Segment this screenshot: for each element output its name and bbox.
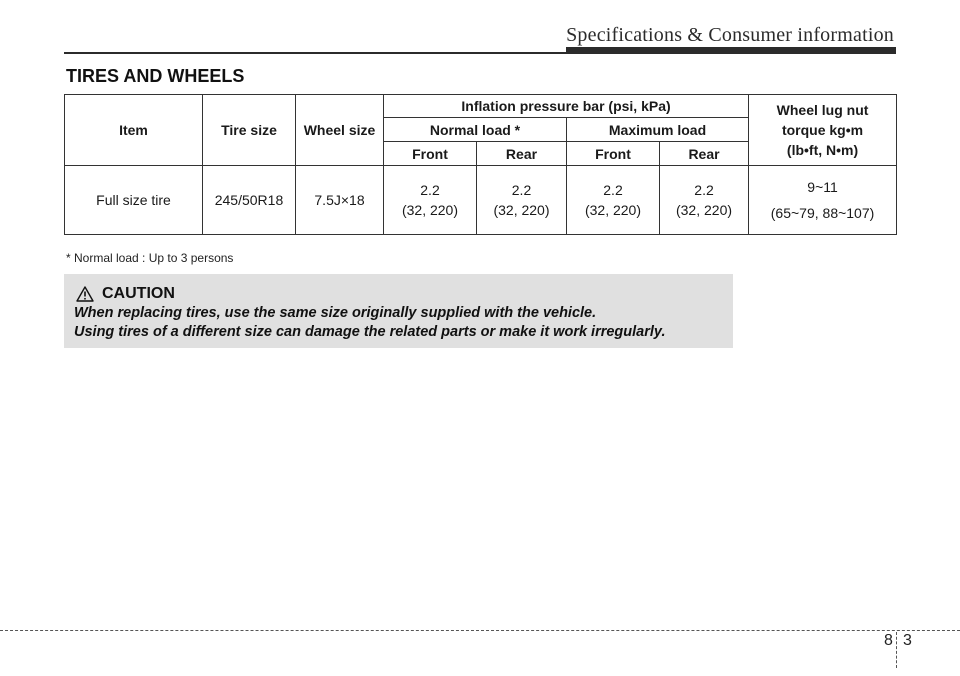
header-normal-front: Front [384,142,477,166]
caution-box [64,274,733,348]
lug-nut-label-line1: Wheel lug nut [776,102,869,118]
page-header-title: Specifications & Consumer information [566,24,894,46]
caution-heading [76,285,175,303]
caution-line-2: Using tires of a different size can damage the related parts or make it work irregularly. [74,324,666,340]
tires-wheels-table [64,94,897,235]
normal-front-bar: 2.2 [420,182,440,198]
header-maximum-load: Maximum load [567,118,749,142]
header-tire-size: Tire size [203,95,296,166]
header-lug-nut-torque [749,95,897,166]
footer-rule [0,630,960,631]
normal-rear-bar: 2.2 [511,182,532,198]
max-front-units: (32, 220) [584,202,642,218]
header-normal-rear: Rear [477,142,567,166]
header-rule [64,52,570,54]
cell-normal-front [384,166,477,235]
caution-title: CAUTION [102,285,175,302]
cell-wheel-size: 7.5J×18 [296,166,384,235]
max-rear-units: (32, 220) [675,202,733,218]
section-title: TIRES AND WHEELS [66,66,245,86]
cell-item: Full size tire [65,166,203,235]
header-inflation-pressure: Inflation pressure bar (psi, kPa) [384,95,749,118]
page-number-separator [896,632,897,668]
table-row [65,166,897,235]
caution-text [74,304,729,342]
header-normal-load: Normal load * [384,118,567,142]
cell-normal-rear [477,166,567,235]
page-number: 3 [903,632,912,649]
normal-front-units: (32, 220) [401,202,459,218]
lug-nut-label-line2: torque kg•m [781,122,864,138]
lug-nut-label-line3: (lb•ft, N•m) [786,142,859,158]
torque-lbft-nm: (65~79, 88~107) [770,205,875,221]
header-wheel-size: Wheel size [296,95,384,166]
cell-tire-size: 245/50R18 [203,166,296,235]
cell-lug-nut-torque [749,166,897,235]
header-max-rear: Rear [660,142,749,166]
max-front-bar: 2.2 [603,182,623,198]
header-rule-accent [566,47,896,54]
max-rear-bar: 2.2 [694,182,714,198]
cell-max-rear [660,166,749,235]
normal-rear-units: (32, 220) [493,202,550,218]
torque-kgm: 9~11 [807,179,838,195]
caution-line-1: When replacing tires, use the same size originally supplied with the vehicle. [74,305,597,321]
chapter-number: 8 [884,632,893,649]
footnote: * Normal load : Up to 3 persons [66,251,234,265]
cell-max-front [567,166,660,235]
header-item: Item [65,95,203,166]
header-max-front: Front [567,142,660,166]
warning-triangle-icon [76,286,94,302]
